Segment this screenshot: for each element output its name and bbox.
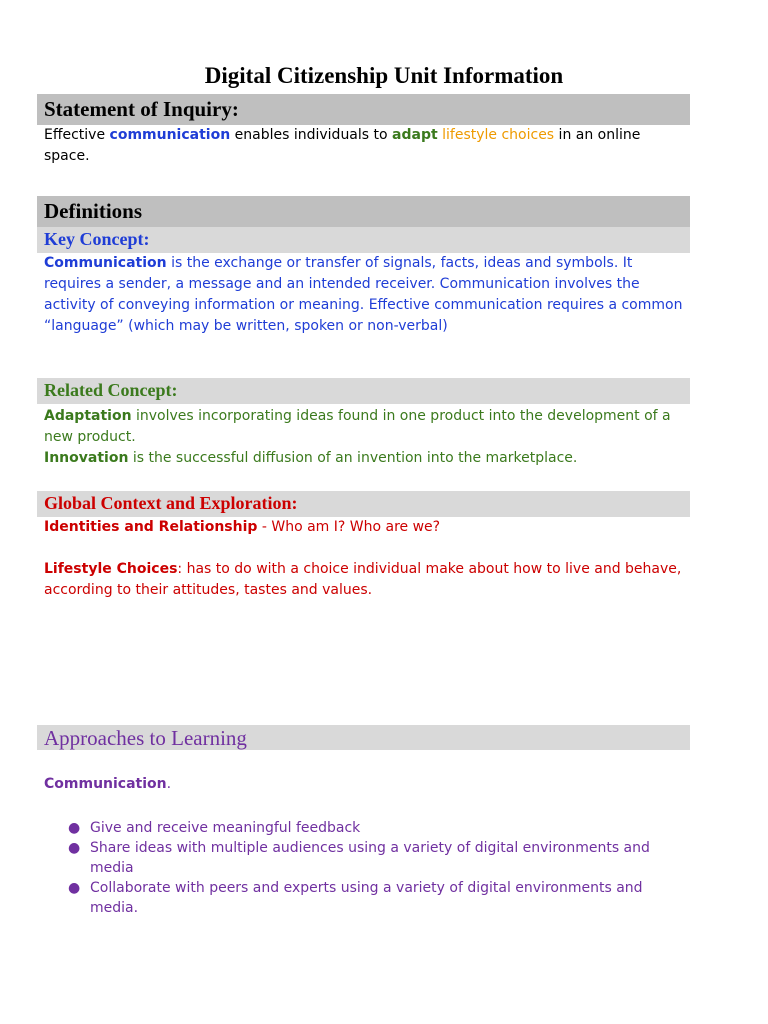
definitions-heading: Definitions: [37, 196, 690, 227]
approaches-to-learning-heading: Approaches to Learning: [37, 725, 690, 750]
innovation-text: is the successful diffusion of an invention into the marketplace.: [128, 450, 578, 466]
list-item-text: Collaborate with peers and experts using a variety of digital environments and media.: [90, 880, 643, 916]
atl-skill-label: Communication: [44, 776, 167, 792]
list-item-text: Share ideas with multiple audiences using a variety of digital environments and media: [90, 840, 650, 876]
list-item: [44, 878, 684, 918]
inquiry-term-lifestyle-choices: lifestyle choices: [442, 127, 555, 143]
adaptation-definition: [44, 406, 684, 448]
adaptation-text: involves incorporating ideas found in one product into the development of a new product.: [44, 408, 671, 445]
list-item: [44, 818, 684, 838]
bullet-icon: ●: [68, 840, 81, 856]
key-concept-heading: Key Concept:: [37, 227, 690, 253]
lifestyle-choices-text: : has to do with a choice individual make about how to live and behave, according to their attitudes, tastes and values.: [44, 561, 682, 598]
related-concept-text: [44, 406, 684, 469]
adaptation-term: Adaptation: [44, 408, 132, 424]
inquiry-term-communication: communication: [109, 127, 231, 143]
lifestyle-choices-term: Lifestyle Choices: [44, 561, 178, 577]
innovation-definition: [44, 448, 684, 469]
identities-text: - Who am I? Who are we?: [257, 519, 441, 535]
atl-bullet-list: [44, 818, 684, 918]
innovation-term: Innovation: [44, 450, 129, 466]
bullet-icon: ●: [68, 880, 81, 896]
inquiry-text-part: Effective: [44, 127, 110, 143]
inquiry-text-part: enables individuals to: [230, 127, 393, 143]
list-item: [44, 838, 684, 878]
related-concept-heading: Related Concept:: [37, 378, 690, 404]
identities-line: [44, 517, 684, 538]
global-context-text: [44, 517, 684, 601]
bullet-icon: ●: [68, 820, 81, 836]
global-context-heading: Global Context and Exploration:: [37, 491, 690, 517]
key-concept-definition: is the exchange or transfer of signals, facts, ideas and symbols. It requires a sender, a message and an intended receiver. Communication involves the activity of conveying information or meaning. Effective communication requires a common “language” (which may be written, spoken or non-verbal): [44, 255, 683, 334]
inquiry-text-part: in an online space.: [44, 127, 641, 164]
statement-of-inquiry-heading: Statement of Inquiry:: [37, 94, 690, 125]
statement-of-inquiry-text: [44, 125, 684, 167]
key-concept-text: [44, 253, 684, 337]
atl-skill-suffix: .: [166, 776, 172, 792]
inquiry-term-adapt: adapt: [392, 127, 438, 143]
list-item-text: Give and receive meaningful feedback: [90, 820, 361, 836]
lifestyle-choices-line: [44, 559, 684, 601]
key-concept-term: Communication: [44, 255, 167, 271]
atl-skill: [44, 774, 684, 795]
page-title: Digital Citizenship Unit Information: [204, 63, 564, 88]
identities-term: Identities and Relationship: [44, 519, 258, 535]
